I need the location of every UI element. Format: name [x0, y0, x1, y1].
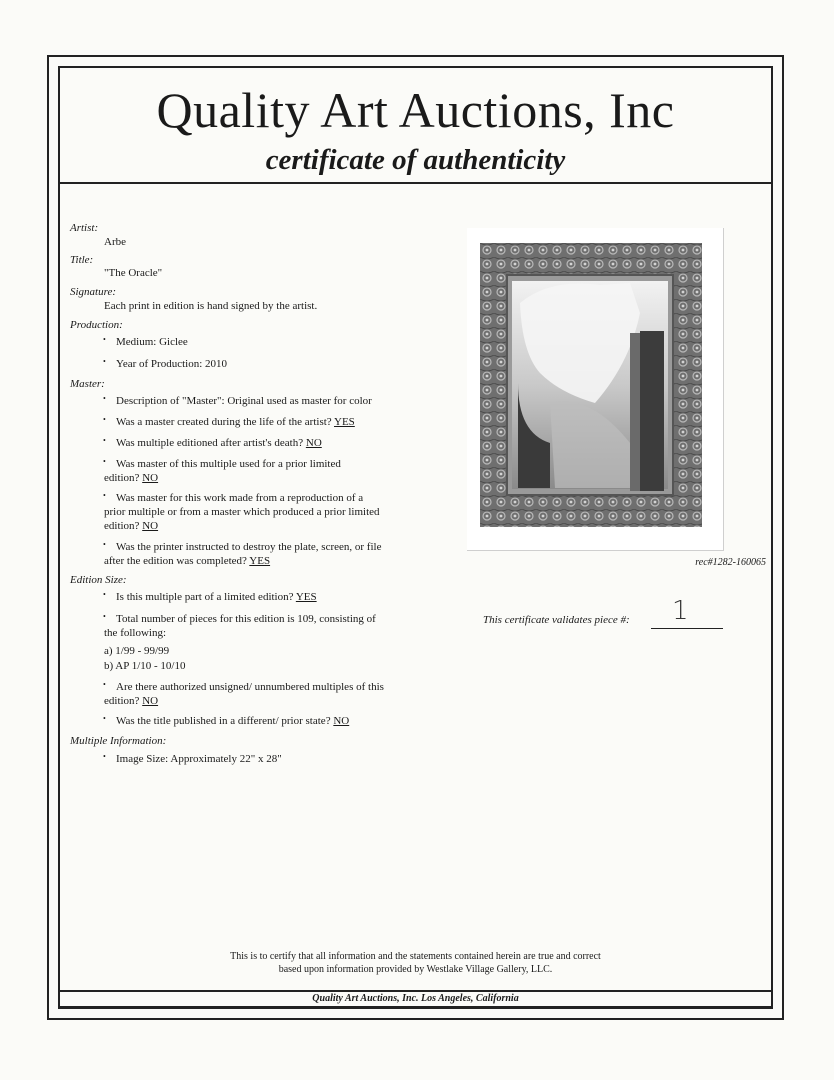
year-item: • Year of Production: 2010 [104, 357, 414, 371]
master-q2-item: • Was multiple editioned after artist's death? NO [104, 436, 414, 450]
edition-range-b: b) AP 1/10 - 10/10 [104, 660, 186, 672]
edition-total-item: • Total number of pieces for this edition is 109, consisting of the following: [104, 612, 414, 640]
company-name: Quality Art Auctions, Inc [156, 82, 675, 138]
master-a3: NO [142, 472, 159, 484]
master-a1: YES [334, 416, 355, 428]
validates-piece-label: This certificate validates piece #: [483, 614, 630, 626]
piece-number: 1 [672, 596, 689, 626]
record-number: rec#1282-160065 [695, 557, 766, 568]
production-label: Production: [70, 319, 123, 331]
edition-q4-item: • Was the title published in a different/ prior state? NO [104, 714, 414, 728]
edition-size-label: Edition Size: [70, 574, 127, 586]
header-divider [58, 182, 773, 184]
edition-q1-item: • Is this multiple part of a limited edition? YES [104, 590, 414, 604]
title-label: Title: [70, 254, 94, 266]
master-description-item: • Description of "Master": Original used as master for color [104, 394, 414, 408]
master-a4: NO [142, 520, 159, 532]
footer-divider-top [58, 990, 773, 992]
master-q4-item: • Was master for this work made from a reproduction of a prior multiple or from a master which produced a prior limited edition? NO [104, 491, 414, 533]
certification-statement: This is to certify that all information and the statements contained herein are true and correct based upon information provided by Westlake Village Gallery, LLC. [230, 951, 601, 975]
master-q5-item: • Was the printer instructed to destroy the plate, screen, or file after the edition was completed? YES [104, 540, 414, 568]
edition-a3: NO [142, 695, 159, 707]
edition-range-a: a) 1/99 - 99/99 [104, 645, 170, 657]
edition-a4: NO [333, 715, 350, 727]
medium-item: • Medium: Giclee [104, 335, 414, 349]
image-size-item: • Image Size: Approximately 22" x 28" [104, 752, 414, 766]
artist-label: Artist: [70, 222, 99, 234]
master-q3-item: • Was master of this multiple used for a prior limited edition? NO [104, 457, 414, 485]
signature-label: Signature: [70, 286, 117, 298]
certificate-subtitle: certificate of authenticity [265, 144, 566, 176]
edition-a1: YES [295, 591, 317, 603]
title-value: "The Oracle" [104, 267, 163, 279]
edition-q3-item: • Are there authorized unsigned/ unnumbered multiples of this edition? NO [104, 680, 414, 708]
signature-value: Each print in edition is hand signed by the artist. [104, 300, 318, 312]
piece-number-line [651, 628, 723, 629]
master-a5: YES [249, 555, 271, 567]
master-a2: NO [305, 437, 322, 449]
footer-company-line: Quality Art Auctions, Inc. Los Angeles, California [312, 993, 519, 1004]
master-q1-item: • Was a master created during the life of the artist? YES [104, 415, 414, 429]
footer-divider-bottom [58, 1006, 773, 1007]
multiple-info-label: Multiple Information: [70, 735, 167, 747]
artwork-image [480, 243, 702, 527]
master-label: Master: [70, 378, 105, 390]
artist-value: Arbe [104, 236, 126, 248]
